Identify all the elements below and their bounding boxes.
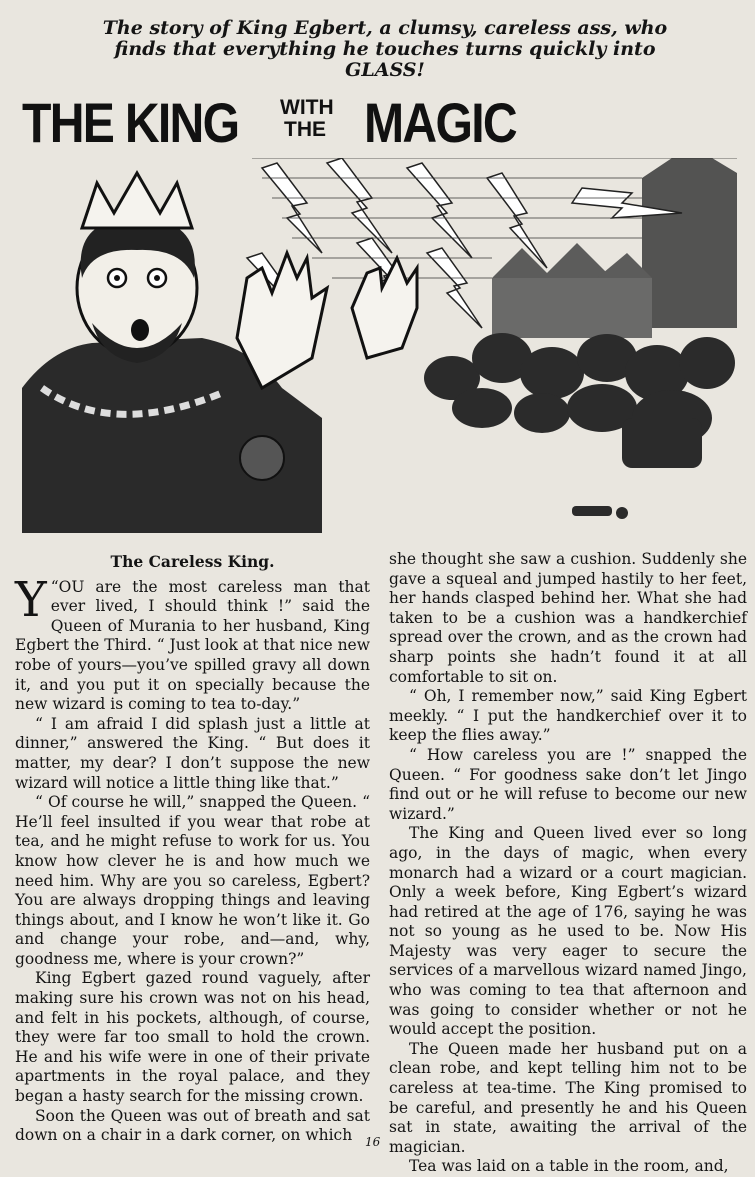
paragraph: Tea was laid on a table in the room, and, [409, 1157, 729, 1176]
right-column [389, 550, 747, 1177]
paragraph: Soon the Queen was out of breath and sat down on a chair in a dark corner, on which [15, 1106, 370, 1145]
title-part-2: MAGIC [364, 91, 516, 154]
paragraph: “ Of course he will,” snapped the Queen. “ He’ll feel insulted if you wear that robe at tea, and he might refuse to work for us. You know how clever he is and how much we need him. Why are you so careless, Egbert? You are always dropping things and leaving things about, and I know he won’t like it. Go and change your robe, and—and, why, goodness me, where is your crown?” [15, 793, 370, 968]
page-number: 16 [365, 1135, 381, 1149]
story-title [22, 92, 737, 154]
section-heading: The Careless King. [110, 552, 275, 571]
illustration-drawing [22, 158, 737, 533]
paragraph: King Egbert gazed round vaguely, after making sure his crown was not on his head, and felt in his pockets, although, of course, they were far too small to hold the crown. He and his wife were in one of their private apartments in the royal palace, and they began a hasty search for the missing crown. [15, 969, 370, 1106]
intro-blurb [90, 18, 680, 81]
title-the: THE [284, 118, 326, 141]
drop-cap: Y [15, 571, 47, 628]
paragraph [15, 571, 370, 715]
paragraph: The Queen made her husband put on a clean robe, and kept telling him not to be careless at tea-time. The King promised to be careful, and presently he and his Queen sat in state, awaiting the arrival of the magician. [389, 1039, 747, 1156]
paragraph: “ How careless you are !” snapped the Queen. “ For goodness sake don’t let Jingo find out or he will refuse to become our new wizard.” [389, 745, 747, 823]
intro-line-2: finds that everything he touches turns quickly into [114, 38, 656, 60]
paragraph: “ I am afraid I did splash just a little at dinner,” answered the King. “ But does it matter, my dear? I don’t suppose the new wizard will notice a little thing like that.” [15, 714, 370, 792]
intro-line-3: GLASS! [345, 59, 425, 81]
paragraph: The King and Queen lived ever so long ago, in the days of magic, when every monarch had a wizard or a court magician. Only a week before, King Egbert’s wizard had retired at the age of 176, saying he was not so young as he used to be. Now His Majesty was very eager to secure the services of a marvellous wizard named Jingo, who was coming to tea that afternoon and was going to consider whether or not he would accept the position. [389, 824, 747, 1039]
paragraph-text: “OU are the most careless man that ever lived, I should think !” said the Queen of Murania to her husband, King Egbert the Third. “ Just look at that nice new robe of yours—you’ve spilled gravy all down it, and you put it on specially because the new wizard is coming to tea to-day.” [15, 577, 370, 714]
intro-line-1: The story of King Egbert, a clumsy, careless ass, who [102, 17, 668, 39]
title-part-1: THE KING [22, 91, 239, 154]
title-with: WITH [280, 96, 334, 119]
paragraph: “ Oh, I remember now,” said King Egbert meekly. “ I put the handkerchief over it to keep the flies away.” [389, 687, 747, 745]
left-column [15, 548, 370, 1146]
king-magic-touch-illustration [22, 158, 737, 533]
paragraph: she thought she saw a cushion. Suddenly she gave a squeal and jumped hastily to her feet, her hands clasped behind her. What she had taken to be a cushion was a handkerchief spread over the crown, and as the crown had sharp points she hadn’t found it at all comfortable to sit on. [389, 550, 747, 686]
